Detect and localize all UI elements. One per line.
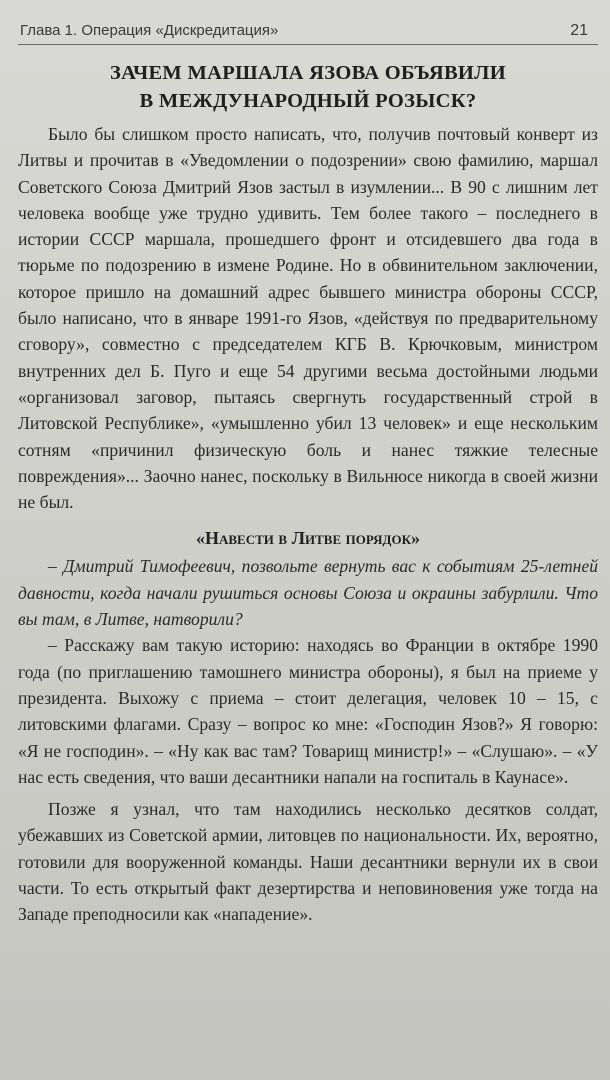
subheading: «Навести в Литве порядок» [196, 528, 420, 549]
paragraph-1: Было бы слишком просто написать, что, получив почтовый конверт из Литвы и прочитав в «Уведомлении о подозрении» свою фамилию, маршал Советского Союза Дмитрий Язов застыл в изумлении... В 90 с лишним лет человека вообще уже трудно удивить. Тем более такого – последнего в истории СССР маршала, прошедшего фронт и отсидевшего два года в тюрьме по подозрению в измене Родине. Но в обвинительном заключении, которое пришло на домашний адрес бывшего министра обороны СССР, было написано, что в январе 1991-го Язов, «действуя по предварительному сговору», совместно с председателем КГБ В. Крючковым, министром внутренних дел Б. Пуго и еще 54 другими весьма достойными людьми «организовал заговор, пытаясь свергнуть государственный строй в Литовской Республике», «умышленно убил 13 человек» и еще нескольким сотням «причинил физическую боль и нанес тяжкие телесные повреждения»... Заочно нанес, поскольку в Вильнюсе никогда в своей жизни не был. [18, 124, 598, 513]
chapter-title: Глава 1. Операция «Дискредитация» [20, 22, 279, 39]
section-title-line-1: ЗАЧЕМ МАРШАЛА ЯЗОВА ОБЪЯВИЛИ [110, 62, 506, 84]
running-header [18, 22, 598, 45]
page-number: 21 [570, 22, 588, 39]
section-title [18, 59, 598, 115]
interview-question: – Дмитрий Тимофеевич, позвольте вернуть вас к событиям 25-летней давности, когда начали рушиться основы Союза и окраины забурлили. Что вы там, в Литве, натворили? [18, 556, 598, 630]
paragraph-4: Позже я узнал, что там находились несколько десятков солдат, убежавших из Советской армии, литовцев по национальности. Их, вероятно, готовили для вооруженной команды. Наши десантники вернули их в свои части. То есть открытый факт дезертирства и неповиновения уже тогда на Западе преподносили как «нападение». [18, 799, 598, 925]
section-title-line-2: В МЕЖДУНАРОДНЫЙ РОЗЫСК? [139, 90, 477, 112]
interview-answer: – Расскажу вам такую историю: находясь во Франции в октябре 1990 года (по приглашению тамошнего министра обороны), я был на приеме у президента. Выхожу с приема – стоит делегация, человек 10 – 15, с литовскими флагами. Сразу – вопрос ко мне: «Господин Язов?» Я говорю: «Я не господин». – «Ну как вас там? Товарищ министр!» – «Слушаю». – «У нас есть сведения, что ваши десантники напали на госпиталь в Каунасе». [18, 635, 598, 787]
